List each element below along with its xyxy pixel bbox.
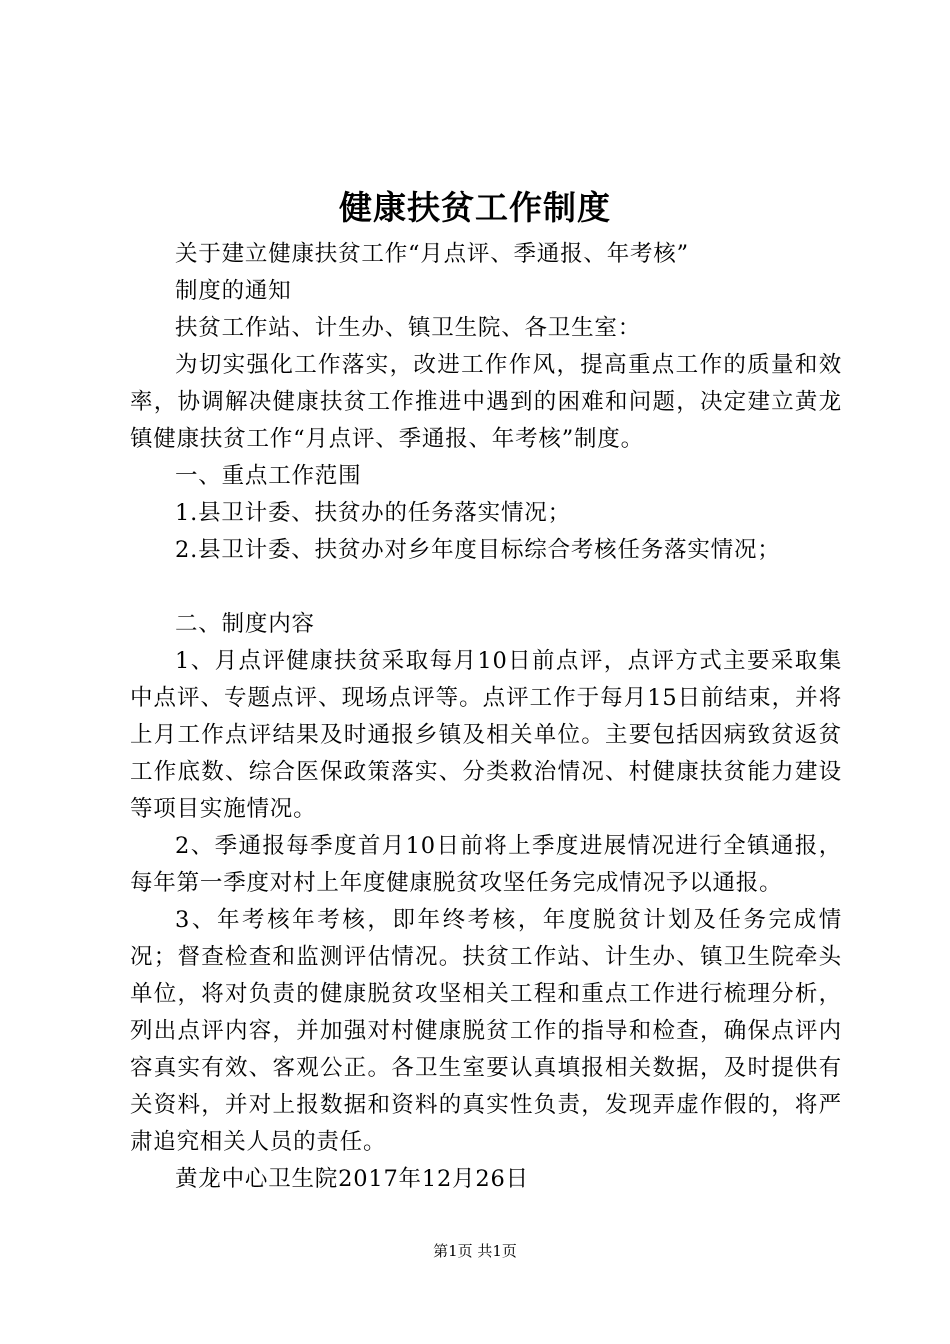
intro-paragraph: 为切实强化工作落实，改进工作作风，提高重点工作的质量和效率，协调解决健康扶贫工作推进中遇到的困难和问题，决定建立黄龙镇健康扶贫工作“月点评、季通报、年考核”制度。 — [130, 352, 842, 452]
content-item-2: 2、季通报每季度首月10日前将上季度进展情况进行全镇通报，每年第一季度对村上年度健康脱贫攻坚任务完成情况予以通报。 — [130, 833, 842, 896]
notice-title-line-2: 制度的通知 — [175, 278, 292, 304]
scope-item-1: 1.县卫计委、扶贫办的任务落实情况； — [175, 500, 571, 526]
signature-date: 黄龙中心卫生院2017年12月26日 — [175, 1166, 529, 1192]
notice-title-line-1: 关于建立健康扶贫工作“月点评、季通报、年考核” — [175, 241, 689, 267]
section-heading-2: 二、制度内容 — [175, 611, 315, 637]
scope-item-2: 2.县卫计委、扶贫办对乡年度目标综合考核任务落实情况； — [175, 537, 781, 563]
section-heading-1: 一、重点工作范围 — [175, 463, 362, 489]
document-title: 健康扶贫工作制度 — [339, 188, 611, 227]
content-item-3: 3、年考核年考核，即年终考核，年度脱贫计划及任务完成情况；督查检查和监测评估情况。扶贫工作站、计生办、镇卫生院牵头单位，将对负责的健康脱贫攻坚相关工程和重点工作进行梳理分析，列出点评内容，并加强对村健康脱贫工作的指导和检查，确保点评内容真实有效、客观公正。各卫生室要认真填报相关数据，及时提供有关资料，并对上报数据和资料的真实性负责，发现弄虚作假的，将严肃追究相关人员的责任。 — [130, 907, 842, 1155]
content-item-1: 1、月点评健康扶贫采取每月10日前点评，点评方式主要采取集中点评、专题点评、现场点评等。点评工作于每月15日前结束，并将上月工作点评结果及时通报乡镇及相关单位。主要包括因病致贫返贫工作底数、综合医保政策落实、分类救治情况、村健康扶贫能力建设等项目实施情况。 — [130, 648, 842, 822]
document-body — [130, 236, 842, 1198]
page-footer: 第1页 共1页 — [433, 1242, 517, 1260]
recipients: 扶贫工作站、计生办、镇卫生院、各卫生室： — [175, 315, 642, 341]
